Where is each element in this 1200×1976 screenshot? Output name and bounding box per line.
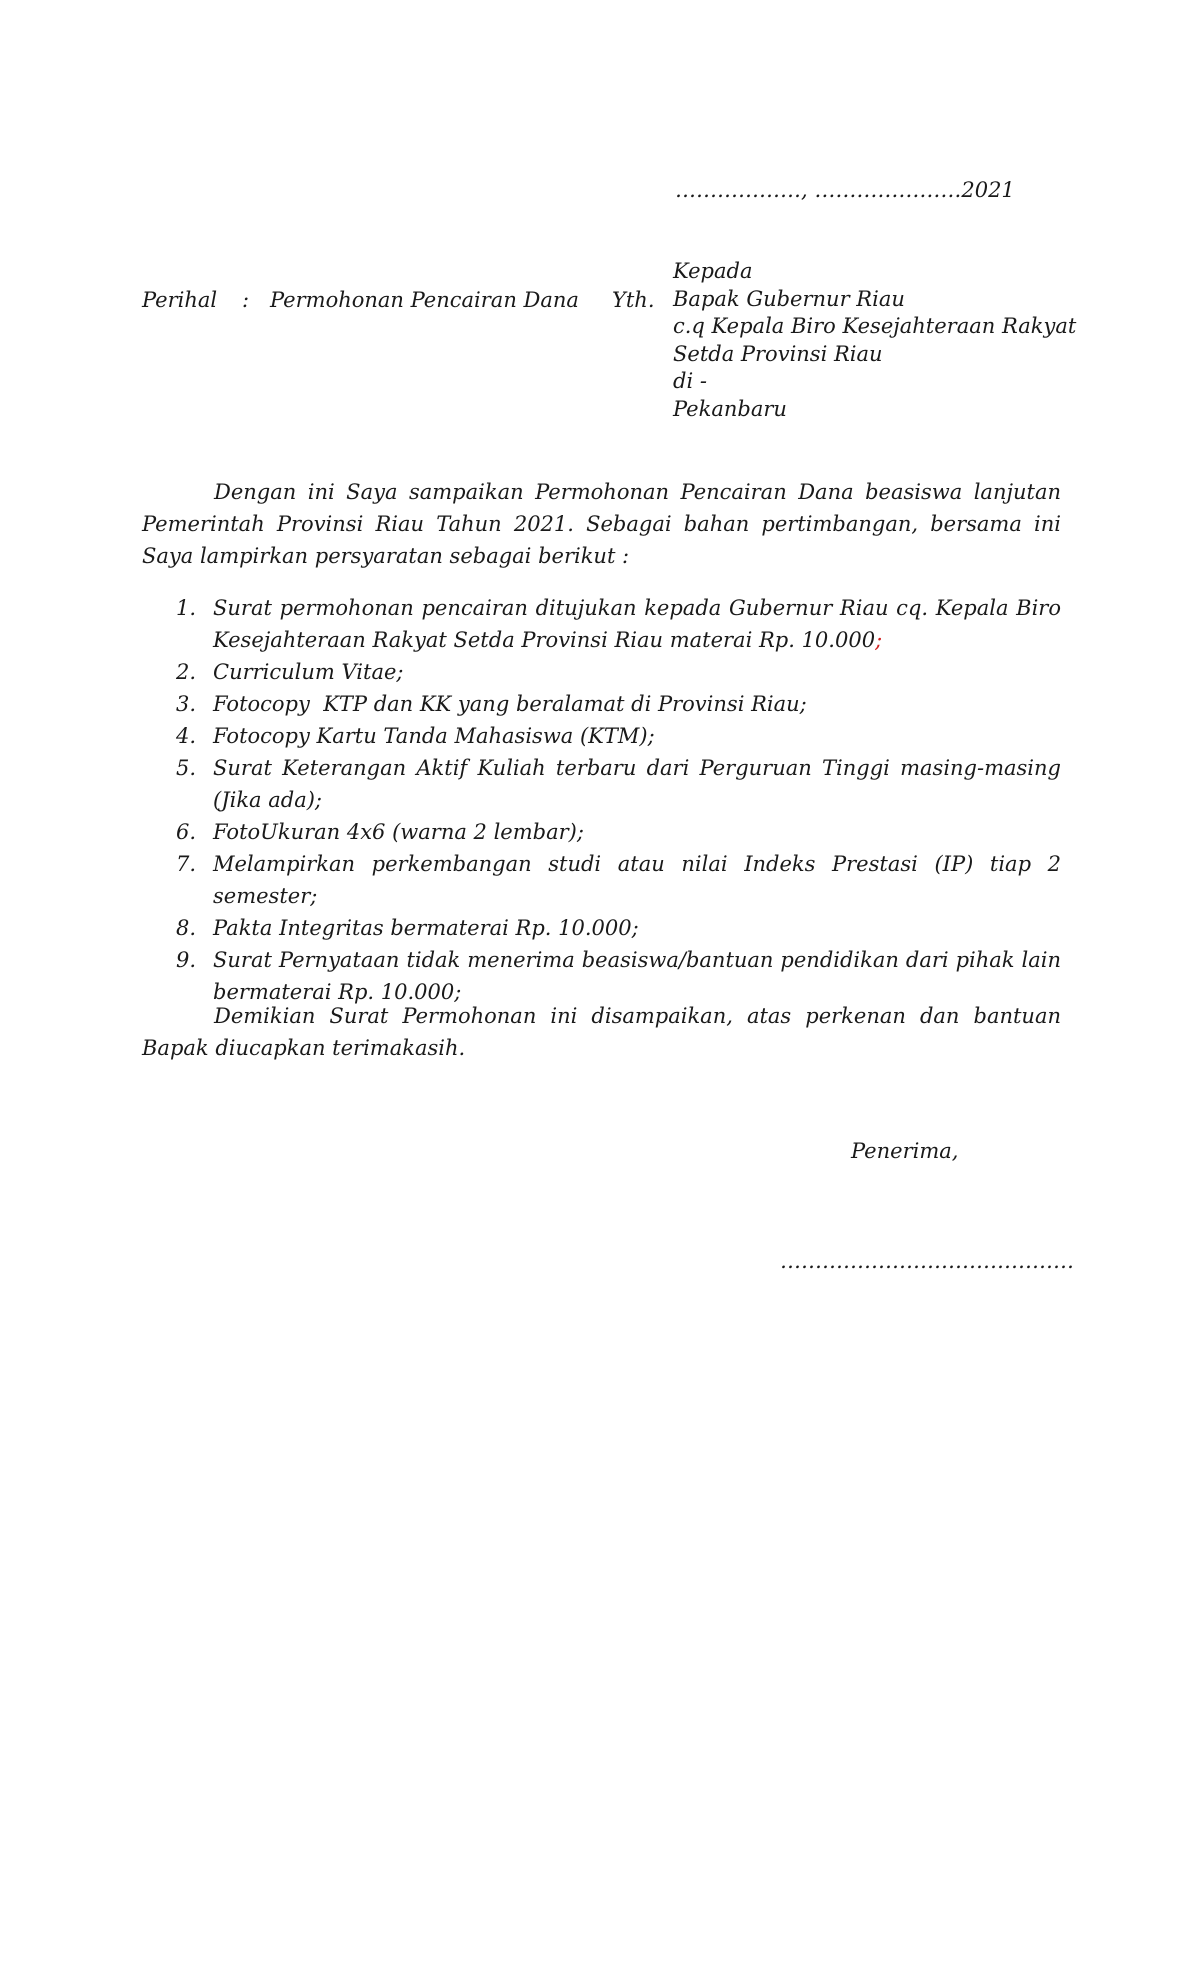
list-item-text: Melampirkan perkembangan studi atau nilai Indeks Prestasi (IP) tiap 2 semester; (213, 852, 1061, 908)
list-item-text: FotoUkuran 4x6 (warna 2 lembar); (213, 820, 584, 844)
list-number: 2. (176, 660, 197, 684)
list-item (142, 752, 1061, 816)
recipient-address (673, 258, 1076, 424)
list-number: 7. (176, 852, 197, 876)
list-item (142, 816, 1061, 848)
list-item-text: Surat permohonan pencairan ditujukan kepada Gubernur Riau cq. Kepala Biro Kesejahteraan Rakyat Setda Provinsi Riau materai Rp. 10.000 (213, 596, 1061, 652)
list-number: 1. (176, 596, 197, 620)
list-item (142, 656, 1061, 688)
list-item (142, 944, 1061, 1008)
list-item (142, 592, 1061, 656)
recipient-line: Bapak Gubernur Riau (673, 286, 905, 311)
perihal-label: Perihal (142, 288, 218, 312)
date-line: ………………, …………………2021 (675, 178, 1015, 202)
yth-label: Yth. (612, 288, 655, 312)
list-item (142, 688, 1061, 720)
closing-text: Demikian Surat Permohonan ini disampaikan, atas perkenan dan bantuan Bapak diucapkan terimakasih. (142, 1004, 1061, 1060)
recipient-line: Kepada (673, 259, 753, 283)
requirements-list (142, 592, 1061, 1008)
list-number: 9. (176, 948, 197, 972)
intro-text: Dengan ini Saya sampaikan Permohonan Pencairan Dana beasiswa lanjutan Pemerintah Provinsi Riau Tahun 2021. Sebagai bahan pertimbangan, bersama ini Saya lampirkan persyaratan sebagai berikut : (142, 480, 1061, 568)
list-number: 8. (176, 916, 197, 940)
closing-paragraph (142, 1000, 1061, 1064)
recipient-line: Setda Provinsi Riau (673, 341, 883, 366)
list-item (142, 720, 1061, 752)
list-number: 3. (176, 692, 197, 716)
intro-paragraph (142, 476, 1061, 572)
recipient-line: c.q Kepala Biro Kesejahteraan Rakyat (673, 314, 1077, 339)
recipient-line: di - (673, 369, 707, 394)
list-number: 4. (176, 724, 197, 748)
receiver-label: Penerima, (851, 1139, 959, 1163)
perihal-value: Permohonan Pencairan Dana (270, 288, 579, 312)
list-item-text: Surat Pernyataan tidak menerima beasiswa/bantuan pendidikan dari pihak lain bermaterai Rp. 10.000; (213, 948, 1061, 1004)
list-item-text: Fotocopy Kartu Tanda Mahasiswa (KTM); (213, 724, 655, 748)
signature-line: …………………………………… (780, 1249, 1074, 1273)
list-item-suffix: ; (875, 628, 883, 652)
list-number: 6. (176, 820, 197, 844)
perihal-colon: : (242, 288, 250, 312)
list-item (142, 848, 1061, 912)
list-item-text: Pakta Integritas bermaterai Rp. 10.000; (213, 916, 639, 940)
list-item (142, 912, 1061, 944)
list-number: 5. (176, 756, 197, 780)
list-item-text: Surat Keterangan Aktif Kuliah terbaru dari Perguruan Tinggi masing-masing (Jika ada); (213, 756, 1061, 812)
list-item-text: Fotocopy KTP dan KK yang beralamat di Provinsi Riau; (213, 692, 807, 716)
list-item-text: Curriculum Vitae; (213, 660, 404, 684)
recipient-line: Pekanbaru (673, 396, 787, 421)
